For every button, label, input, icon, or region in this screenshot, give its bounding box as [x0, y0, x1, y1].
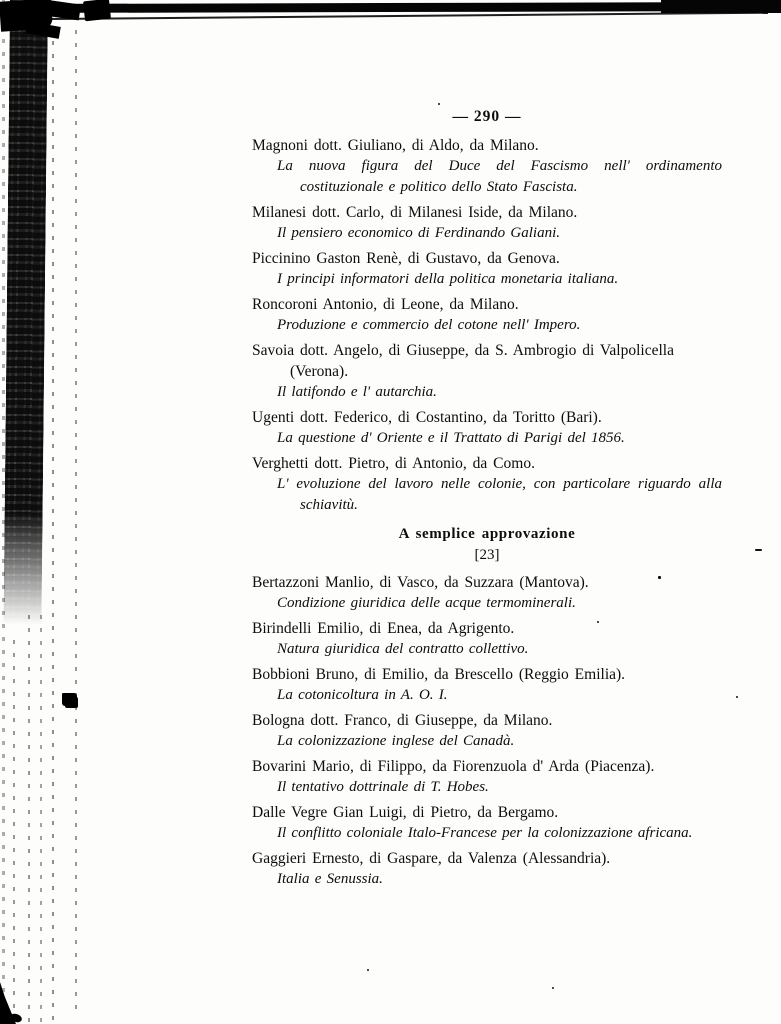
- scan-speck: [755, 549, 762, 551]
- thesis-list-top: [252, 135, 722, 516]
- thesis-title: I principi informatori della politica monetaria italiana.: [277, 271, 619, 287]
- scan-crease-line: [13, 640, 15, 1024]
- scan-speck: [736, 696, 738, 698]
- thesis-title: La nuova figura del Duce del Fascismo nell' ordinamento costituzionale e politico dello Stato Fascista.: [277, 158, 722, 195]
- candidate-name: Verghetti dott. Pietro, di Antonio, da Como.: [252, 455, 535, 472]
- scan-crease-line: [75, 30, 77, 1015]
- candidate-name: Birindelli Emilio, di Enea, da Agrigento.: [252, 620, 515, 637]
- page-content: [252, 106, 722, 894]
- section-heading-block: [252, 524, 722, 566]
- thesis-title: Il latifondo e l' autarchia.: [277, 384, 437, 400]
- thesis-title: Natura giuridica del contratto collettivo.: [277, 641, 529, 657]
- scan-ink-blot: [62, 693, 77, 706]
- thesis-title: La questione d' Oriente e il Trattato di Parigi del 1856.: [277, 430, 625, 446]
- list-item: [252, 135, 722, 198]
- candidate-name: Milanesi dott. Carlo, di Milanesi Iside, da Milano.: [252, 204, 578, 221]
- candidate-name: Dalle Vegre Gian Luigi, di Pietro, da Bergamo.: [252, 804, 559, 821]
- list-item: [252, 340, 722, 403]
- list-item: [252, 202, 722, 244]
- list-item: [252, 756, 722, 798]
- candidate-name: Bobbioni Bruno, di Emilio, da Brescello (Reggio Emilia).: [252, 666, 626, 683]
- book-binding-shadow: [3, 0, 48, 625]
- list-item: [252, 664, 722, 706]
- thesis-title: Il pensiero economico di Ferdinando Galiani.: [277, 225, 561, 241]
- scan-top-edge-bar-right: [661, 0, 781, 13]
- scan-crease-line: [40, 615, 42, 1024]
- scan-speck: [552, 987, 554, 989]
- scan-fold-line: [50, 12, 768, 20]
- thesis-title: Il conflitto coloniale Italo-Francese per la colonizzazione africana.: [277, 825, 693, 841]
- thesis-title: La cotonicoltura in A. O. I.: [277, 687, 448, 703]
- thesis-list-bottom: [252, 572, 722, 890]
- candidate-name: Piccinino Gaston Renè, di Gustavo, da Genova.: [252, 250, 560, 267]
- list-item: [252, 710, 722, 752]
- scan-crease-line: [28, 615, 30, 1024]
- list-item: [252, 453, 722, 516]
- scan-corner-smudge: [83, 0, 111, 21]
- page-number: — 290 —: [452, 108, 522, 125]
- candidate-name: Roncoroni Antonio, di Leone, da Milano.: [252, 296, 519, 313]
- list-item: [252, 802, 722, 844]
- scan-speck: [438, 103, 440, 105]
- candidate-name: Bovarini Mario, di Filippo, da Fiorenzuola d' Arda (Piacenza).: [252, 758, 655, 775]
- candidate-name: Bologna dott. Franco, di Giuseppe, da Milano.: [252, 712, 553, 729]
- candidate-name: Gaggieri Ernesto, di Gaspare, da Valenza (Alessandria).: [252, 850, 611, 867]
- section-title: A semplice approvazione: [398, 526, 576, 542]
- scan-corner-smudge: [43, 0, 81, 20]
- section-count: [23]: [474, 547, 500, 563]
- scan-corner-smudge: [0, 0, 53, 32]
- thesis-title: Produzione e commercio del cotone nell' Impero.: [277, 317, 581, 333]
- scan-speck: [367, 969, 369, 971]
- thesis-title: Il tentativo dottrinale di T. Hobes.: [277, 779, 489, 795]
- list-item: [252, 294, 722, 336]
- candidate-name: Savoia dott. Angelo, di Giuseppe, da S. Ambrogio di Valpolicella (Verona).: [252, 342, 674, 380]
- scan-corner-smudge: [0, 982, 16, 1024]
- list-item: [252, 407, 722, 449]
- thesis-title: Condizione giuridica delle acque termominerali.: [277, 595, 576, 611]
- list-item: [252, 248, 722, 290]
- list-item: [252, 572, 722, 614]
- thesis-title: La colonizzazione inglese del Canadà.: [277, 733, 515, 749]
- scan-top-edge-bar: [0, 2, 781, 13]
- scan-corner-smudge: [25, 21, 61, 39]
- scan-crease-line: [2, 0, 5, 1024]
- list-item: [252, 848, 722, 890]
- list-item: [252, 618, 722, 660]
- candidate-name: Magnoni dott. Giuliano, di Aldo, da Milano.: [252, 137, 539, 154]
- thesis-title: L' evoluzione del lavoro nelle colonie, con particolare riguardo alla schiavitù.: [277, 476, 722, 513]
- scan-ink-blot: [9, 1012, 23, 1024]
- candidate-name: Ugenti dott. Federico, di Costantino, da Toritto (Bari).: [252, 409, 602, 426]
- thesis-title: Italia e Senussia.: [277, 871, 383, 887]
- candidate-name: Bertazzoni Manlio, di Vasco, da Suzzara (Mantova).: [252, 574, 589, 591]
- scan-crease-line: [52, 28, 54, 1020]
